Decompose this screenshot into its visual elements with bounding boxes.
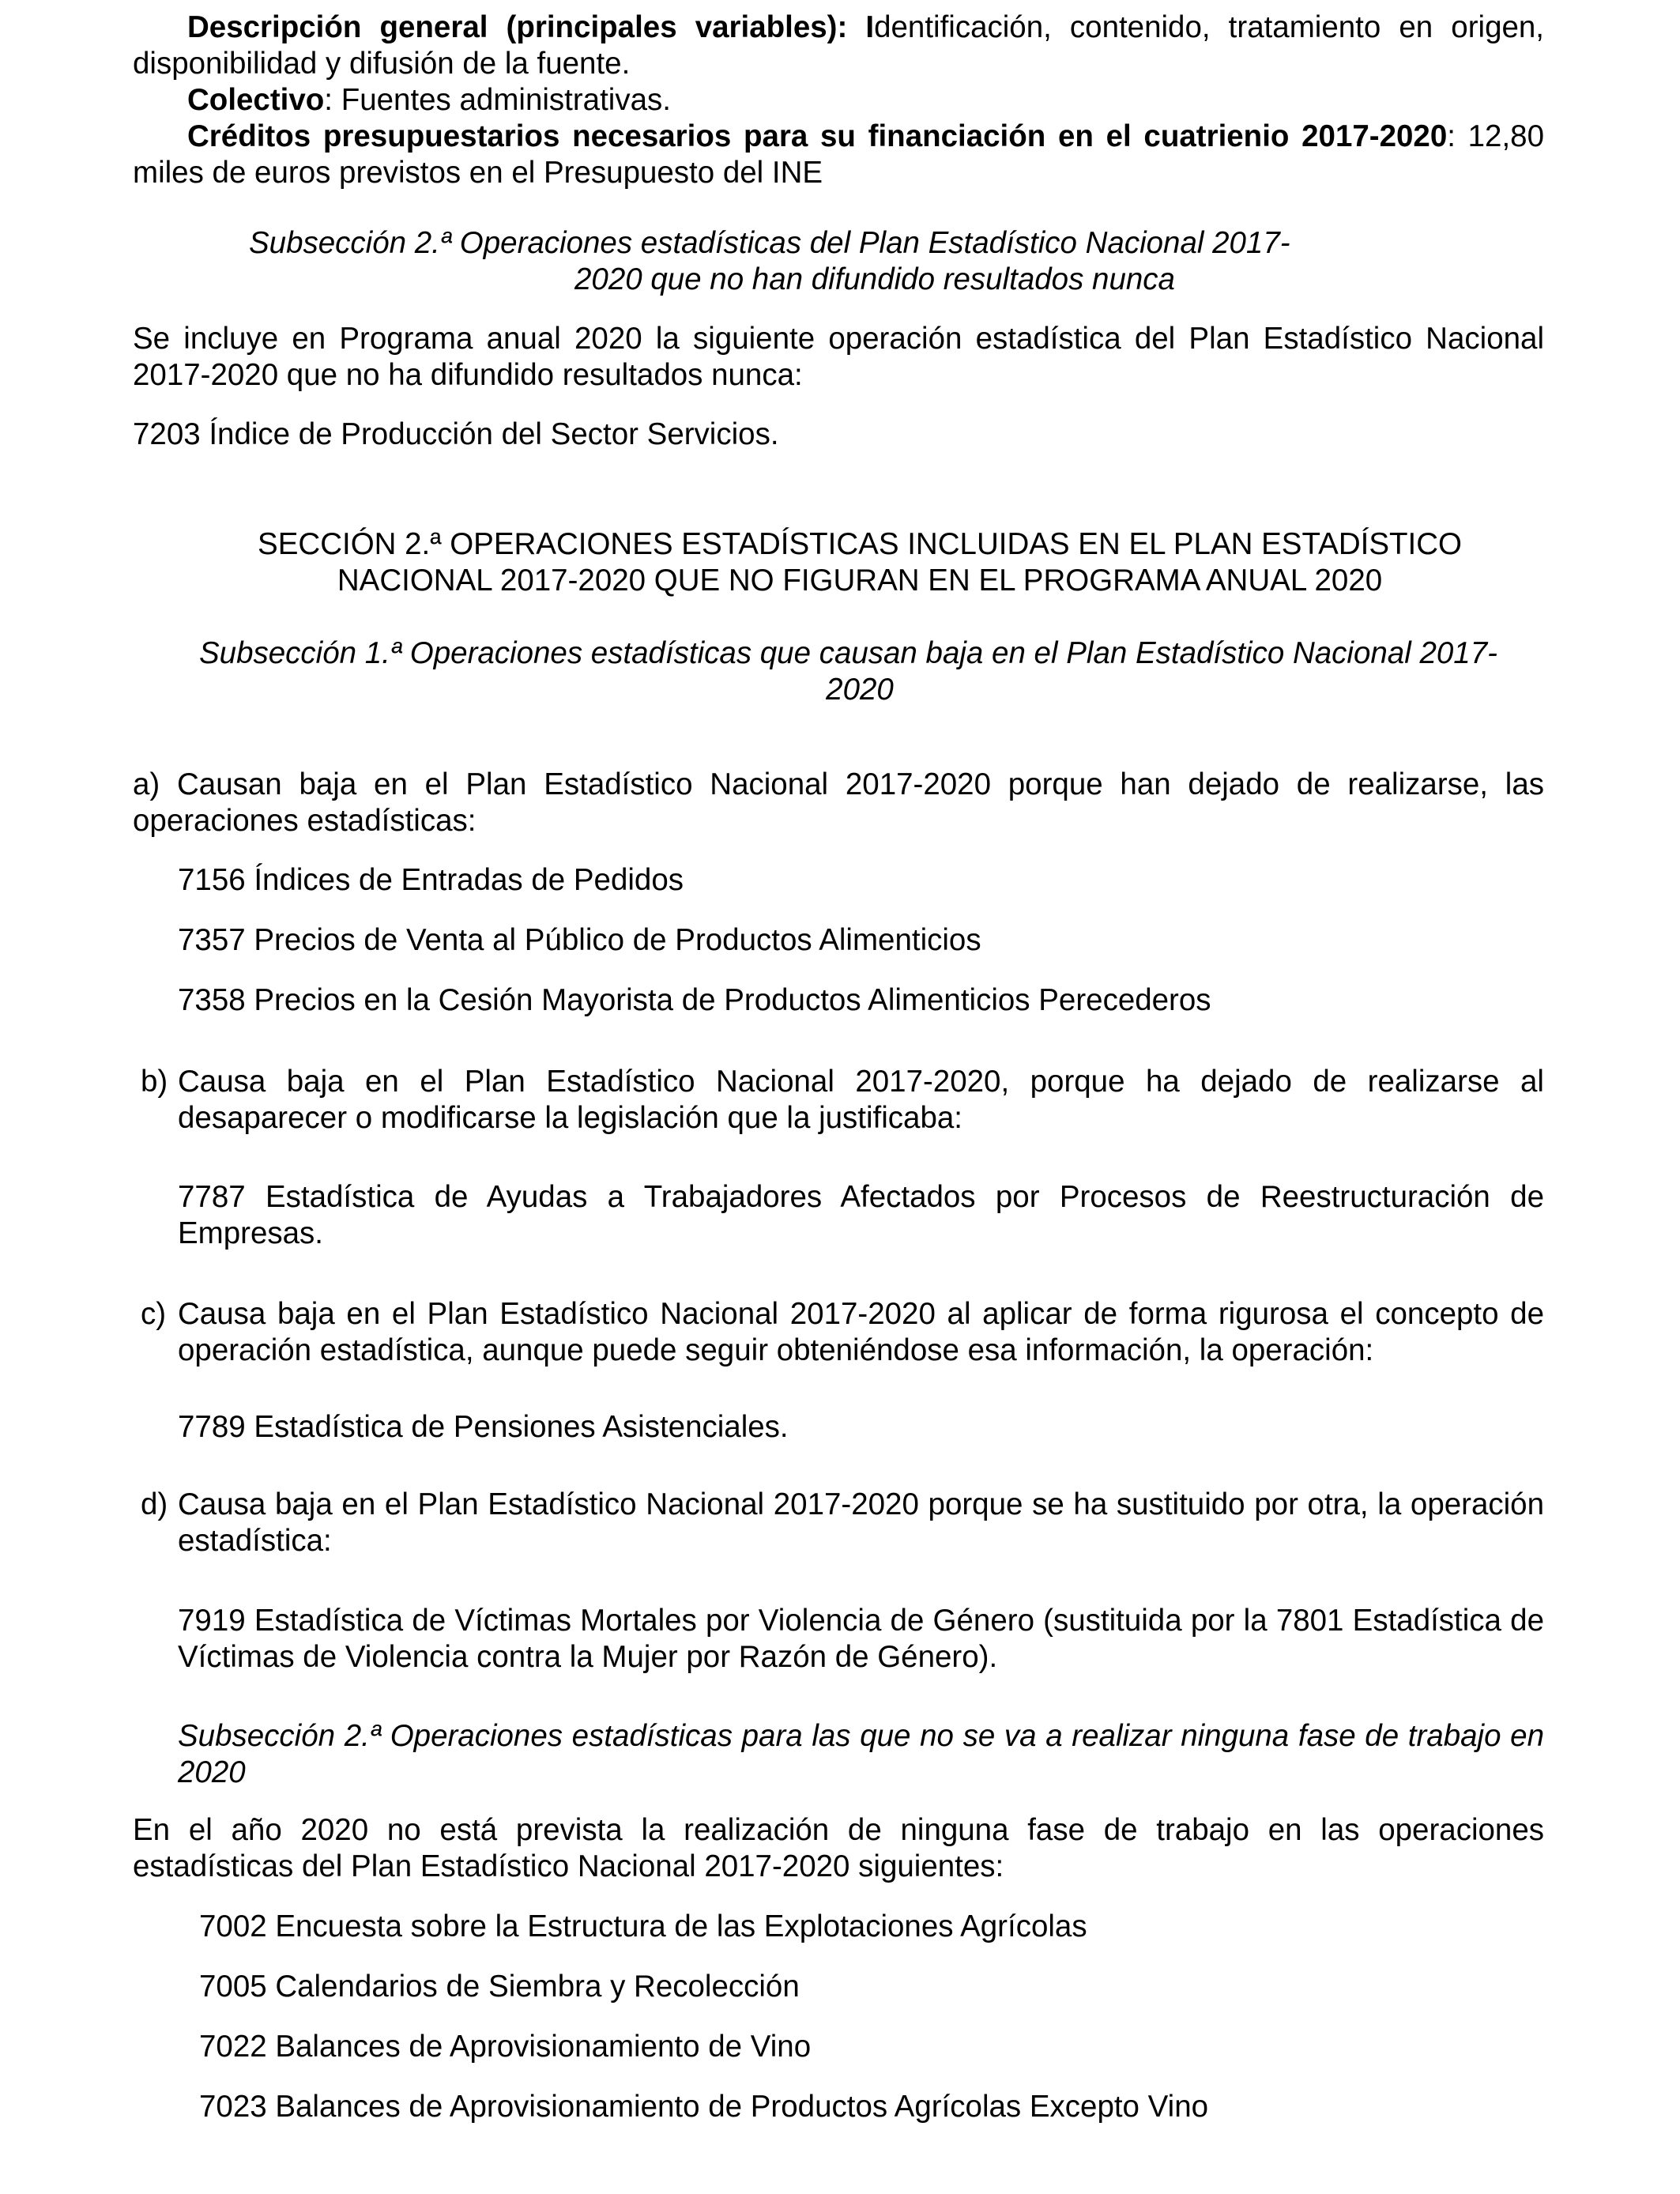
list-marker: c): [141, 1297, 167, 1331]
sub2-item: 7203 Índice de Producción del Sector Servicios.: [133, 417, 779, 451]
creditos-text: : 12,80 miles de euros previstos en el Presupuesto del INE: [133, 119, 1544, 190]
baja-d-text: Causa baja en el Plan Estadístico Nacional 2017-2020 porque se ha sustituido por otra, la operación estadística:: [178, 1487, 1544, 1558]
baja-d-item: 7919 Estadística de Víctimas Mortales por Violencia de Género (sustituida por la 7801 Estadística de Víctimas de Violencia contra la Mujer por Razón de Género).: [178, 1604, 1544, 1674]
list-marker: d): [141, 1487, 168, 1521]
baja-c-paragraph: [141, 1296, 1544, 1369]
baja-b-text: Causa baja en el Plan Estadístico Nacional 2017-2020, porque ha dejado de realizarse al desaparecer o modificarse la legislación que la justificaba:: [178, 1065, 1544, 1135]
section-title-line2: NACIONAL 2017-2020 QUE NO FIGURAN EN EL PROGRAMA ANUAL 2020: [337, 564, 1383, 598]
subsection-title-line1: Subsección 2.ª Operaciones estadísticas del Plan Estadístico Nacional 2017-: [249, 226, 1290, 260]
colectivo-paragraph: [133, 82, 1544, 119]
baja-a-paragraph: a) Causan baja en el Plan Estadístico Nacional 2017-2020 porque han dejado de realizarse, las operaciones estadísticas:: [133, 767, 1544, 838]
subsection2b-title: Subsección 2.ª Operaciones estadísticas para las que no se va a realizar ninguna fase de trabajo en 2020: [178, 1719, 1544, 1789]
sub2b-item: 7022 Balances de Aprovisionamiento de Vino: [199, 2030, 812, 2064]
colectivo-label: Colectivo: [187, 83, 325, 117]
subsection1-title-line1: Subsección 1.ª Operaciones estadísticas que causan baja en el Plan Estadístico Nacional 2017-: [199, 636, 1497, 670]
baja-c-text: Causa baja en el Plan Estadístico Nacional 2017-2020 al aplicar de forma rigurosa el concepto de operación estadística, aunque puede seguir obteniéndose esa información, la operación:: [178, 1297, 1544, 1367]
baja-c-item: 7789 Estadística de Pensiones Asistenciales.: [178, 1410, 789, 1444]
descripcion-label: Descripción general (principales variables): I: [187, 10, 875, 44]
baja-b-item: 7787 Estadística de Ayudas a Trabajadores Afectados por Procesos de Reestructuración de Empresas.: [178, 1180, 1544, 1250]
sub2b-item: 7005 Calendarios de Siembra y Recolección: [199, 1970, 800, 2004]
sub2b-intro-paragraph: En el año 2020 no está prevista la realización de ninguna fase de trabajo en las operaciones estadísticas del Plan Estadístico Nacional 2017-2020 siguientes:: [133, 1813, 1544, 1883]
list-marker: b): [141, 1065, 168, 1099]
creditos-paragraph: [133, 119, 1544, 191]
sub2-intro-paragraph: Se incluye en Programa anual 2020 la siguiente operación estadística del Plan Estadístico Nacional 2017-2020 que no ha difundido resultados nunca:: [133, 322, 1544, 392]
sub2b-item: 7023 Balances de Aprovisionamiento de Productos Agrícolas Excepto Vino: [199, 2090, 1209, 2124]
subsection-title-line2: 2020 que no han difundido resultados nunca: [574, 262, 1175, 296]
descripcion-text: dentificación, contenido, tratamiento en origen, disponibilidad y difusión de la fuente.: [133, 10, 1544, 81]
sub2b-item: 7002 Encuesta sobre la Estructura de las Explotaciones Agrícolas: [199, 1909, 1087, 1943]
creditos-label: Créditos presupuestarios necesarios para su financiación en el cuatrienio 2017-2020: [187, 119, 1448, 153]
baja-b-paragraph: [141, 1064, 1544, 1137]
baja-a-item: 7357 Precios de Venta al Público de Productos Alimenticios: [178, 923, 981, 957]
baja-a-item: 7358 Precios en la Cesión Mayorista de Productos Alimenticios Perecederos: [178, 983, 1211, 1017]
baja-a-item: 7156 Índices de Entradas de Pedidos: [178, 863, 684, 897]
baja-d-paragraph: [141, 1487, 1544, 1559]
subsection1-title-line2: 2020: [826, 673, 894, 707]
colectivo-text: : Fuentes administrativas.: [324, 83, 671, 117]
section-title-line1: SECCIÓN 2.ª OPERACIONES ESTADÍSTICAS INCLUIDAS EN EL PLAN ESTADÍSTICO: [258, 527, 1462, 561]
descripcion-paragraph: [133, 9, 1544, 82]
